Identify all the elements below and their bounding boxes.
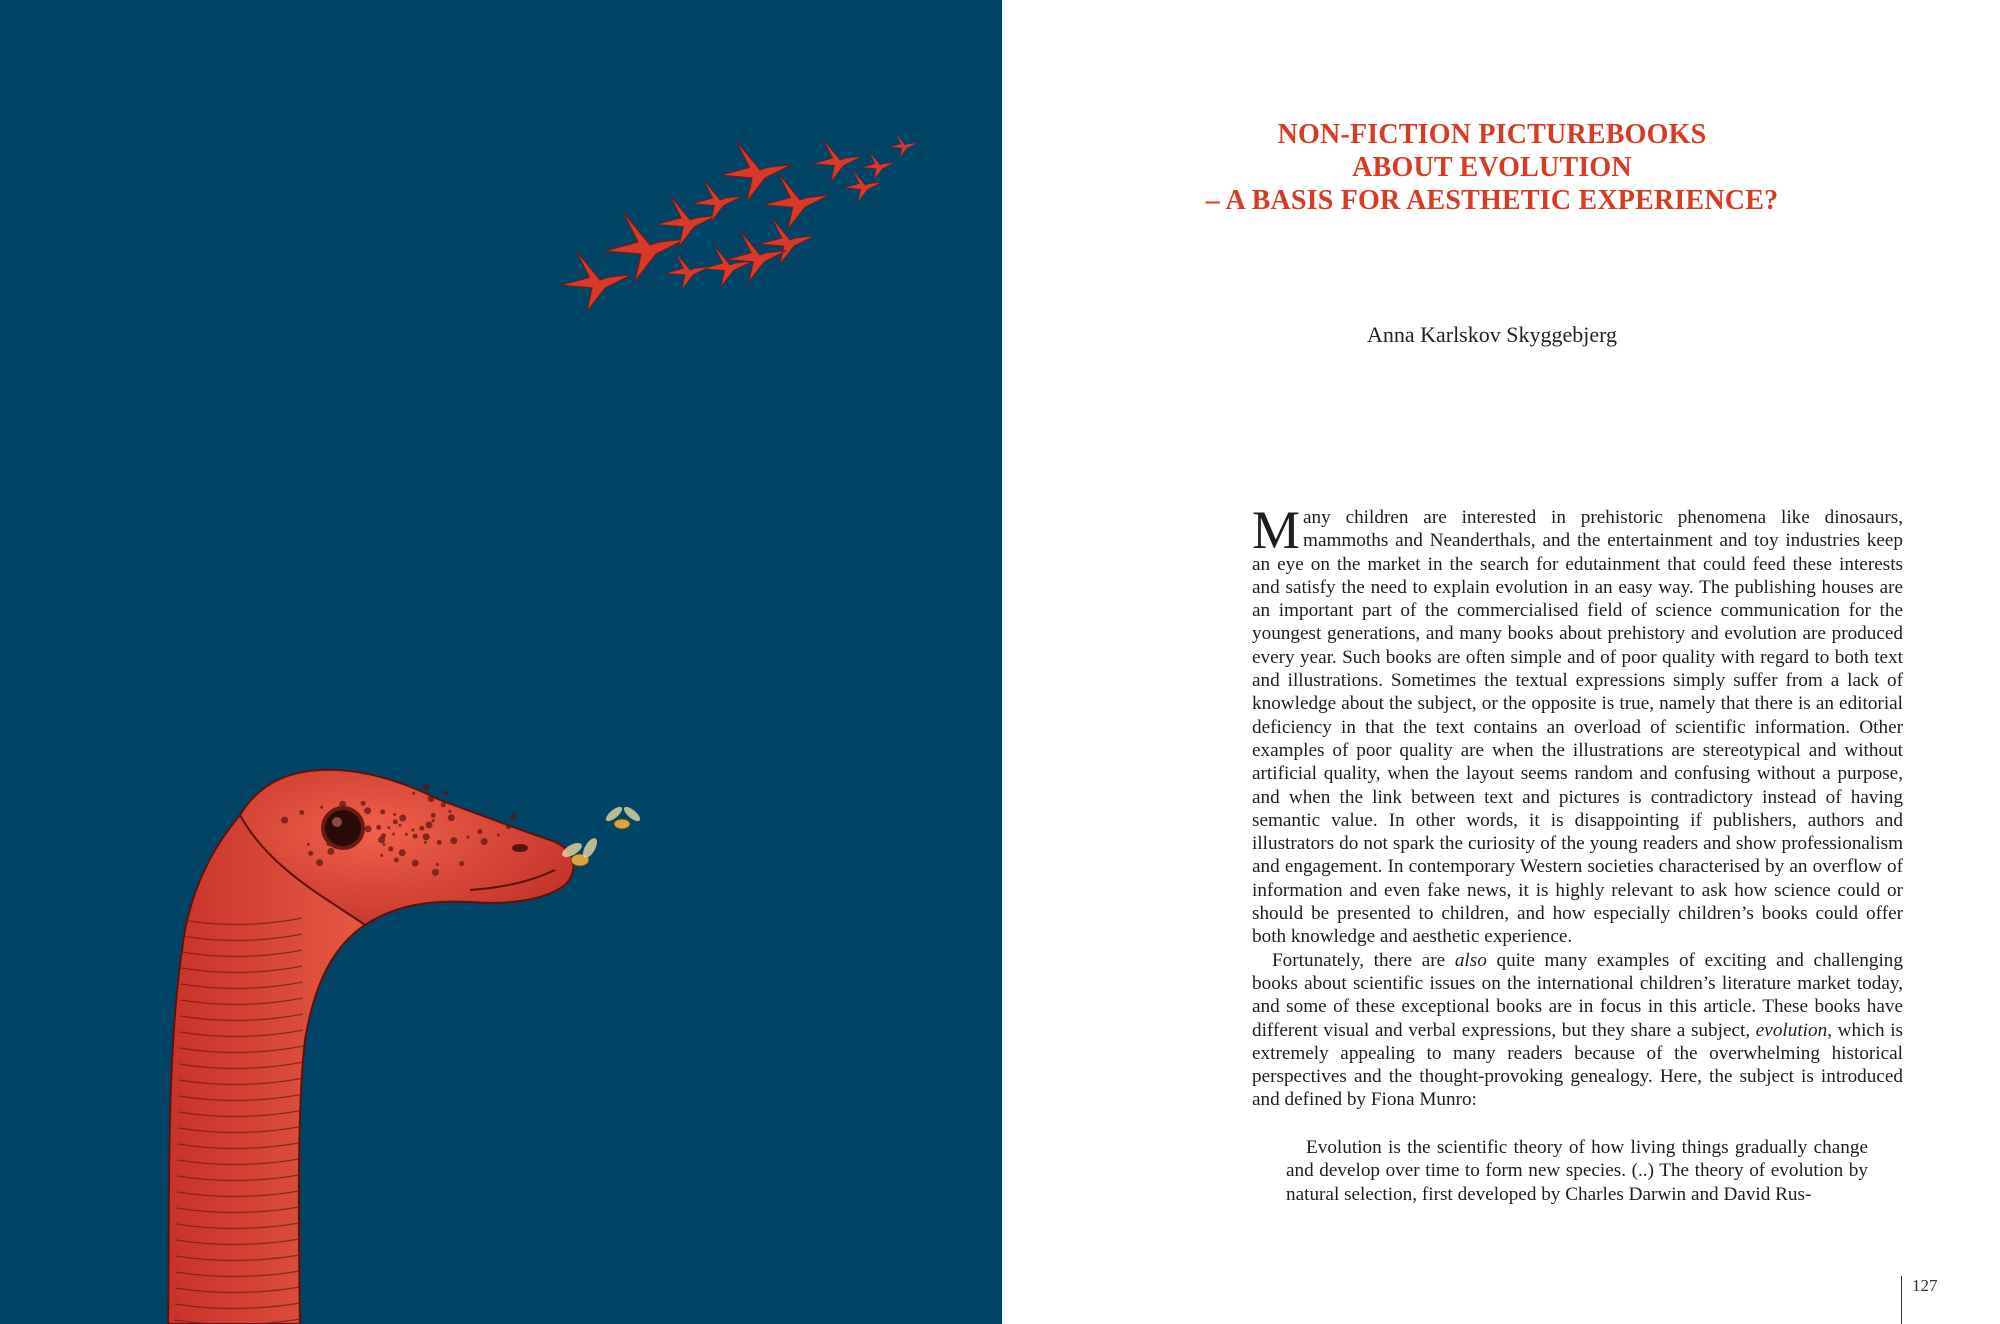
paragraph-text: any children are interested in prehistoric phenomena like dinosaurs, mammoths and Neanderthals, and the entertainment and toy industries keep an eye on the market in the search for edutainment that could feed these interests and satisfy the need to explain evolution in an easy way. The publishing houses are an important part of the commercialised field of science communication for the youngest generations, and many books about prehistory and evolution are produced every year. Such books are often simple and of poor quality with regard to both text and illustrations. Sometimes the textual expressions simply suffer from a lack of knowledge about the subject, or the opposite is true, namely that there is an editorial deficiency in that the text contains an overload of scientific information. Other examples of poor quality are when the illustrations are stereotypical and without artificial quality, when the layout seems random and confusing without a purpose, and when the link between text and pictures is contradictory instead of having semantic value. In other words, it is disappointing if publishers, authors and illustrators do not spark the curiosity of the young readers and show professionalism and engagement. In contemporary Western societies characterised by an overflow of information and even fake news, it is highly relevant to ask how science could or should be presented to children, and how especially children’s books could offer both knowledge and aesthetic experience. [1252, 507, 1903, 948]
pterosaur [890, 134, 917, 157]
pterosaur [666, 252, 709, 289]
article-author: Anna Karlskov Skyggebjerg [1366, 322, 1618, 347]
paragraph [1252, 949, 1903, 1112]
page-number: 127 [1912, 1276, 1938, 1295]
emphasis: also [1454, 949, 1487, 971]
title-line: ABOUT EVOLUTION [1352, 152, 1632, 183]
pterosaur [862, 152, 894, 180]
pterosaur [727, 231, 786, 282]
article-title [1122, 118, 1862, 217]
pterosaur-flock [561, 134, 917, 311]
pterosaur [561, 251, 631, 311]
title-line: – A BASIS FOR AESTHETIC EXPERIENCE? [1205, 185, 1779, 216]
long-necked-dinosaur [168, 770, 573, 1324]
pterosaur [703, 245, 752, 286]
pterosaur [813, 140, 862, 181]
block-quote: Evolution is the scientific theory of how living things gradually change and develop over time to form new species. (..) The theory of evolution by natural selection, first developed by Charles Darwin and David Rus- [1286, 1137, 1868, 1205]
article-body [1252, 500, 1903, 1112]
paragraph-text: quite many examples of exciting and challenging books about scientific issues on the international children’s literature market today, and some of these exceptional books are in focus in this article. These books have different visual and verbal expressions, but they share a subject, [1252, 949, 1903, 1041]
dinosaur-eye [323, 808, 363, 848]
title-line: NON-FICTION PICTUREBOOKS [1277, 119, 1707, 150]
paragraph-text: , which is extremely appealing to many readers because of the overwhelming historical perspectives and the thought-provoking genealogy. Here, the subject is introduced and defined by Fiona Munro: [1252, 1019, 1903, 1111]
nostril [512, 844, 528, 852]
pterosaur [721, 141, 791, 201]
pterosaur [693, 180, 742, 221]
emphasis: evolution [1755, 1019, 1828, 1041]
insect-flying [604, 805, 642, 829]
paragraph-text: Fortunately, there are [1272, 949, 1455, 971]
article-page [1002, 0, 2000, 1324]
page-number-rule [1901, 1276, 1902, 1324]
drop-cap: M [1252, 500, 1301, 560]
paragraph [1252, 500, 1903, 949]
